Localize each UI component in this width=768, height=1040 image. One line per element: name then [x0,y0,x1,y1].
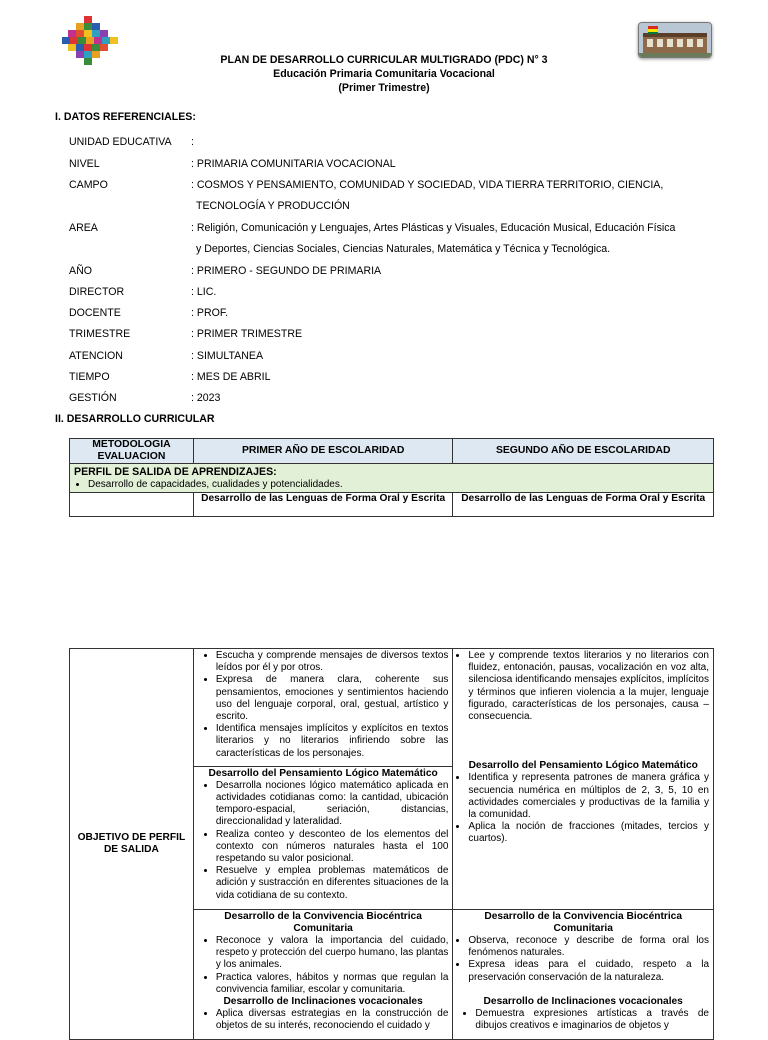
list-item: • Observa, reconoce y describe de forma oral los fenómenos naturales. [468,935,709,959]
list-item: • Expresa de manera clara, coherente sus pensamientos, emociones y sentimientos haciendo uso del lenguaje corporal, oral, gestual, artístico y escrito. [216,674,449,723]
ref-value: : COSMOS Y PENSAMIENTO, COMUNIDAD Y SOCIEDAD, VIDA TIERRA TERRITORIO, CIENCIA, [191,179,664,191]
list-item: • Aplica la noción de fracciones (mitades, tercios y cuartos). [468,821,709,845]
subheader-vocacionales-segundo: Desarrollo de Inclinaciones vocacionales [483,995,683,1007]
header-title: PLAN DE DESARROLLO CURRICULAR MULTIGRADO (PDC) N° 3 [220,54,548,66]
subheader-convivencia-primer: Desarrollo de la Convivencia Biocéntrica Comunitaria [224,910,422,934]
subheader-logico-segundo: Desarrollo del Pensamiento Lógico Matemático [468,760,698,772]
subheader-logico-primer: Desarrollo del Pensamiento Lógico Matemático [208,767,438,779]
col-header-metodologia: METODOLOGIA EVALUACION [70,439,194,464]
col-header-primer-ano: PRIMER AÑO DE ESCOLARIDAD [193,439,453,464]
ref-value: : PROF. [191,307,229,319]
cell-logico-primer [193,766,453,909]
list-item: • Desarrolla nociones lógico matemático aplicada en actividades cotidianas como: la cantidad, ubicación temporo-espacial, seriación, distancias, direccionalidad y lateralidad. [216,780,449,829]
section-desarrollo-curricular: II. DESARROLLO CURRICULAR [55,413,215,425]
ref-value: : 2023 [191,392,221,404]
list-item: • Lee y comprende textos literarios y no literarios con fluidez, entonación, pausas, vocalización en voz alta, silenciosa identificando mensajes explícitos, implícitos y términos que infieren violencia a la mujer, lenguaje figurado, características de los personajes, causa –consecuencia. [468,650,709,723]
ref-label: TRIMESTRE [69,328,131,340]
cell-convivencia-segundo [453,909,714,1039]
perfil-title: PERFIL DE SALIDA DE APRENDIZAJES: [74,466,277,478]
objetivo-table [69,648,714,1040]
ref-value: : MES DE ABRIL [191,371,271,383]
subheader-lenguas-primer: Desarrollo de las Lenguas de Forma Oral y Escrita [193,493,453,517]
subheader-vocacionales-primer: Desarrollo de Inclinaciones vocacionales [223,996,423,1008]
ref-label: GESTIÓN [69,392,117,404]
col-header-segundo-ano: SEGUNDO AÑO DE ESCOLARIDAD [453,439,714,464]
list-item: • Identifica mensajes implícitos y explícitos en textos literarios y no literarios infiriendo sobre las características de los personajes. [216,723,449,760]
list-item: • Reconoce y valora la importancia del cuidado, respeto y protección del cuerpo humano, las plantas y los animales. [216,935,449,972]
ref-value: : Religión, Comunicación y Lenguajes, Artes Plásticas y Visuales, Educación Musical, Educación Física [191,222,676,234]
ref-value: : PRIMERO - SEGUNDO DE PRIMARIA [191,265,382,277]
ref-label: DOCENTE [69,307,121,319]
list-item: • Identifica y representa patrones de manera gráfica y secuencia numérica en múltiplos de 2, 3, 5, 10 en actividades comerciales y productivas de la familia y la comunidad. [468,772,709,821]
perfil-salida-row [70,464,714,493]
header-subtitle: Educación Primaria Comunitaria Vocacional [273,68,495,80]
ref-label: DIRECTOR [69,286,125,298]
ref-label: ATENCION [69,350,123,362]
empty-cell [70,493,194,517]
ref-label: CAMPO [69,179,108,191]
subheader-lenguas-segundo: Desarrollo de las Lenguas de Forma Oral y Escrita [453,493,714,517]
ref-label: UNIDAD EDUCATIVA [69,136,172,148]
perfil-item: • Desarrollo de capacidades, cualidades y potencialidades. [88,479,709,490]
ref-label: AREA [69,222,98,234]
subheader-convivencia-segundo: Desarrollo de la Convivencia Biocéntrica Comunitaria [484,910,682,934]
list-item: • Resuelve y emplea problemas matemáticos de adición y sustracción en diferentes situaciones de la vida cotidiana de su contexto. [216,865,449,902]
list-item: • Aplica diversas estrategias en la construcción de objetos de su interés, reconociendo el cuidado y [216,1008,449,1032]
list-item: • Demuestra expresiones artísticas a través de dibujos creativos e imaginarios de objetos y [475,1008,709,1032]
list-item: • Realiza conteo y desconteo de los elementos del contexto con números naturales hasta el 100 respetando su valor posicional. [216,829,449,866]
ref-value: : PRIMARIA COMUNITARIA VOCACIONAL [191,158,396,170]
ref-value: : SIMULTANEA [191,350,264,362]
ref-label: AÑO [69,265,92,277]
cell-lenguas-primer [193,649,453,767]
list-item: • Escucha y comprende mensajes de diversos textos leídos por él y por otros. [216,650,449,674]
ref-value: : PRIMER TRIMESTRE [191,328,303,340]
objetivo-label: OBJETIVO DE PERFIL DE SALIDA [77,832,186,855]
section-datos-referenciales: I. DATOS REFERENCIALES: [55,111,196,123]
ref-label: NIVEL [69,158,100,170]
ref-value-continued: y Deportes, Ciencias Sociales, Ciencias Naturales, Matemática y Técnica y Tecnológica. [196,243,611,255]
document-header [0,53,768,95]
list-item: • Expresa ideas para el cuidado, respeto a la preservación conservación de la naturaleza. [468,959,709,983]
ref-value: : LIC. [191,286,217,298]
objetivo-label-cell [70,649,194,1040]
ref-value: : [191,136,194,148]
curriculum-header-table [69,438,714,517]
cell-convivencia-primer [193,909,453,1039]
list-item: • Practica valores, hábitos y normas que regulan la convivencia familiar, escolar y comunitaria. [216,972,449,996]
cell-lenguas-logico-segundo [453,649,714,910]
ref-value-continued: TECNOLOGÍA Y PRODUCCIÓN [196,200,350,212]
ref-label: TIEMPO [69,371,110,383]
header-trimester: (Primer Trimestre) [338,82,430,94]
